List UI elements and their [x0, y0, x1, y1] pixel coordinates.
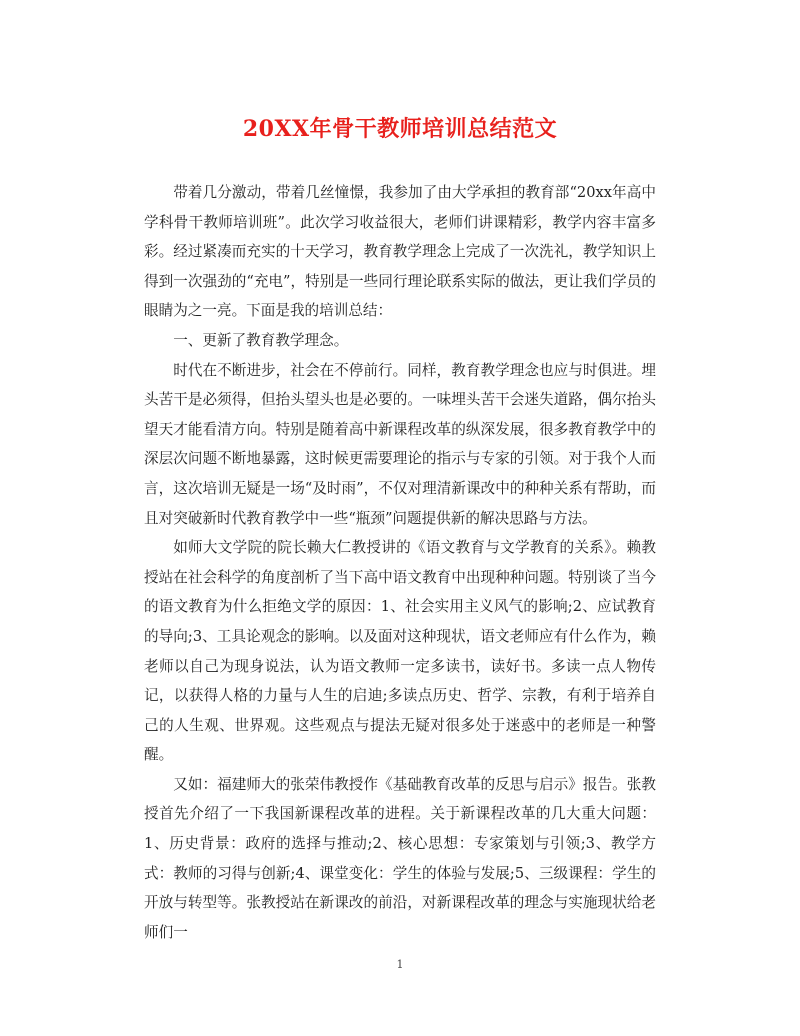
paragraph-intro: 带着几分激动，带着几丝憧憬，我参加了由大学承担的教育部“20xx年高中学科骨干教师培训班”。此次学习收益很大，老师们讲课精彩，教学内容丰富多彩。经过紧凑而充实的十天学习，教育教学理念上完成了一次洗礼，教学知识上得到一次强劲的“充电”，特别是一些同行理论联系实际的做法，更让我们学员的眼睛为之一亮。下面是我的培训总结：	[144, 184, 656, 320]
page-number: 1	[396, 958, 404, 971]
paragraph-lai-lecture: 如师大文学院的院长赖大仁教授讲的《语文教育与文学教育的关系》。赖教授站在社会科学的角度剖析了当下高中语文教育中出现种种问题。特别谈了当今的语文教育为什么拒绝文学的原因：1、社会实用主义风气的影响;2、应试教育的导向;3、工具论观念的影响。以及面对这种现状，语文老师应有什么作为，赖老师以自己为现身说法，认为语文教师一定多读书，读好书。多读一点人物传记，以获得人格的力量与人生的启迪;多读点历史、哲学、宗教，有利于培养自己的人生观、世界观。这些观点与提法无疑对很多处于迷惑中的老师是一种警醒。	[144, 539, 656, 764]
section-heading-1: 一、更新了教育教学理念。	[173, 331, 349, 349]
document-title: 20XX年骨干教师培训总结范文	[242, 116, 558, 142]
paragraph-times: 时代在不断进步，社会在不停前行。同样，教育教学理念也应与时俱进。埋头苦干是必须得，但抬头望头也是必要的。一味埋头苦干会迷失道路，偶尔抬头望天才能看清方向。特别是随着高中新课程改革的纵深发展，很多教育教学中的深层次问题不断地暴露，这时候更需要理论的指示与专家的引领。对于我个人而言，这次培训无疑是一场“及时雨”，不仅对理清新课改中的种种关系有帮助，而且对突破新时代教育教学中一些“瓶颈”问题提供新的解决思路与方法。	[144, 361, 656, 527]
document-body	[144, 178, 656, 947]
paragraph-zhang-lecture: 又如：福建师大的张荣伟教授作《基础教育改革的反思与启示》报告。张教授首先介绍了一下我国新课程改革的进程。关于新课程改革的几大重大问题：1、历史背景：政府的选择与推动;2、核心思想：专家策划与引领;3、教学方式：教师的习得与创新;4、课堂变化：学生的体验与发展;5、三级课程：学生的开放与转型等。张教授站在新课改的前沿，对新课程改革的理念与实施现状给老师们一	[144, 775, 656, 941]
